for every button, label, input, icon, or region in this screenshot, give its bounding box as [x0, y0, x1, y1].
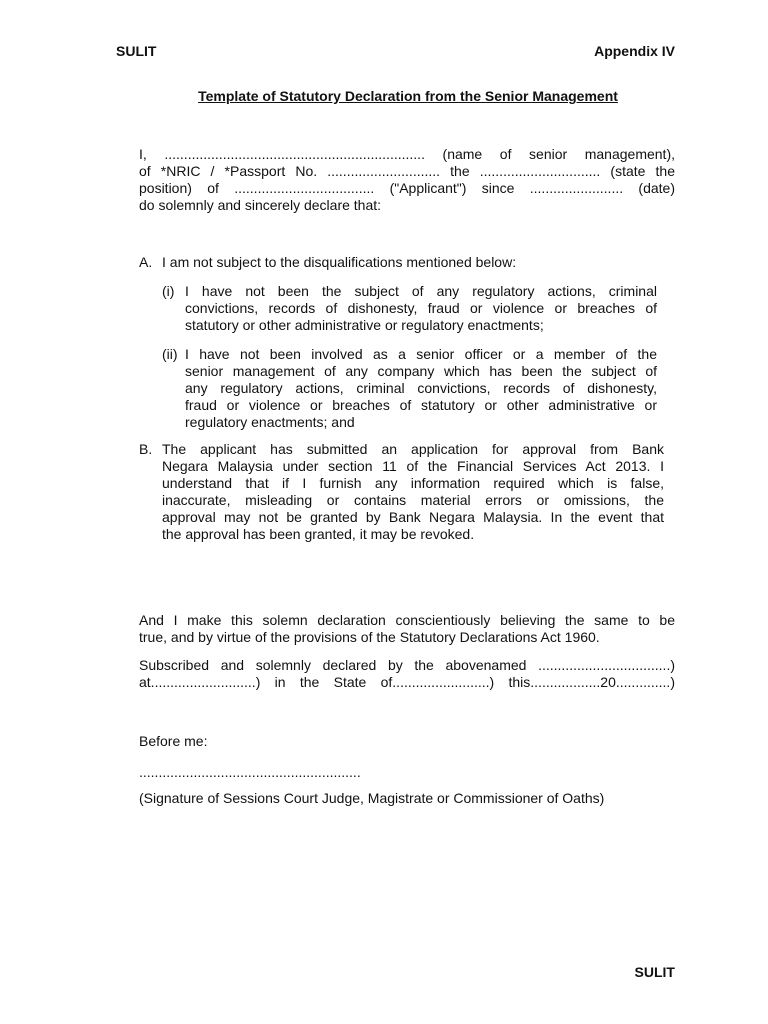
sub-item-i-line: statutory or other administrative or regulatory enactments;	[185, 317, 544, 333]
header-appendix: Appendix IV	[594, 43, 675, 59]
sub-item-ii-line: any regulatory actions, criminal convictions, records of dishonesty,	[185, 380, 657, 396]
item-b-line: the approval has been granted, it may be revoked.	[162, 526, 475, 542]
sub-item-ii-line: fraud or violence or breaches of statutory or other administrative or	[185, 397, 657, 413]
subscribed-paragraph	[139, 657, 675, 691]
item-b-line: understand that if I furnish any information required which is false,	[162, 475, 664, 491]
subscribed-line: Subscribed and solemnly declared by the abovenamed ..................................)	[139, 657, 675, 673]
sub-item-i-line: I have not been the subject of any regulatory actions, criminal	[185, 283, 657, 299]
header-classification: SULIT	[116, 43, 157, 59]
item-b-line: approval may not be granted by Bank Negara Malaysia. In the event that	[162, 509, 664, 525]
intro-line: position) of .................................... ("Applicant") since ........................ (date)	[139, 180, 675, 196]
item-b	[139, 441, 664, 543]
item-a-text: I am not subject to the disqualifications mentioned below:	[162, 254, 517, 270]
before-me-label: Before me:	[139, 733, 208, 749]
signature-line: .........................................................	[139, 764, 361, 780]
item-b-label: B.	[139, 441, 153, 457]
sub-item-ii-number: (ii)	[162, 346, 178, 362]
sub-item-ii-line: senior management of any company which has been the subject of	[185, 363, 657, 379]
item-b-line: The applicant has submitted an application for approval from Bank	[162, 441, 664, 457]
footer-classification: SULIT	[634, 964, 675, 980]
sub-item-ii	[162, 346, 657, 431]
declaration-line: And I make this solemn declaration conscientiously believing the same to be	[139, 612, 675, 628]
item-b-line: Negara Malaysia under section 11 of the Financial Services Act 2013. I	[162, 458, 664, 474]
intro-line: do solemnly and sincerely declare that:	[139, 197, 382, 213]
item-a	[139, 254, 675, 271]
intro-line: of *NRIC / *Passport No. ............................. the ............................... (state the	[139, 163, 675, 179]
item-a-label: A.	[139, 254, 153, 270]
intro-line: I, ................................................................... (name of senior management),	[139, 146, 675, 162]
sub-item-ii-line: I have not been involved as a senior officer or a member of the	[185, 346, 657, 362]
page-title: Template of Statutory Declaration from the Senior Management	[198, 88, 618, 104]
sub-item-i	[162, 283, 657, 334]
item-b-line: inaccurate, misleading or contains material errors or omissions, the	[162, 492, 664, 508]
sub-item-i-number: (i)	[162, 283, 175, 299]
signature-caption: (Signature of Sessions Court Judge, Magistrate or Commissioner of Oaths)	[139, 790, 605, 806]
intro-paragraph	[139, 146, 675, 214]
declaration-line: true, and by virtue of the provisions of the Statutory Declarations Act 1960.	[139, 629, 600, 645]
sub-item-i-line: convictions, records of dishonesty, fraud or violence or breaches of	[185, 300, 657, 316]
subscribed-line: at...........................) in the State of.........................) this..................20..............)	[139, 674, 675, 690]
declaration-paragraph	[139, 612, 675, 646]
sub-item-ii-line: regulatory enactments; and	[185, 414, 355, 430]
